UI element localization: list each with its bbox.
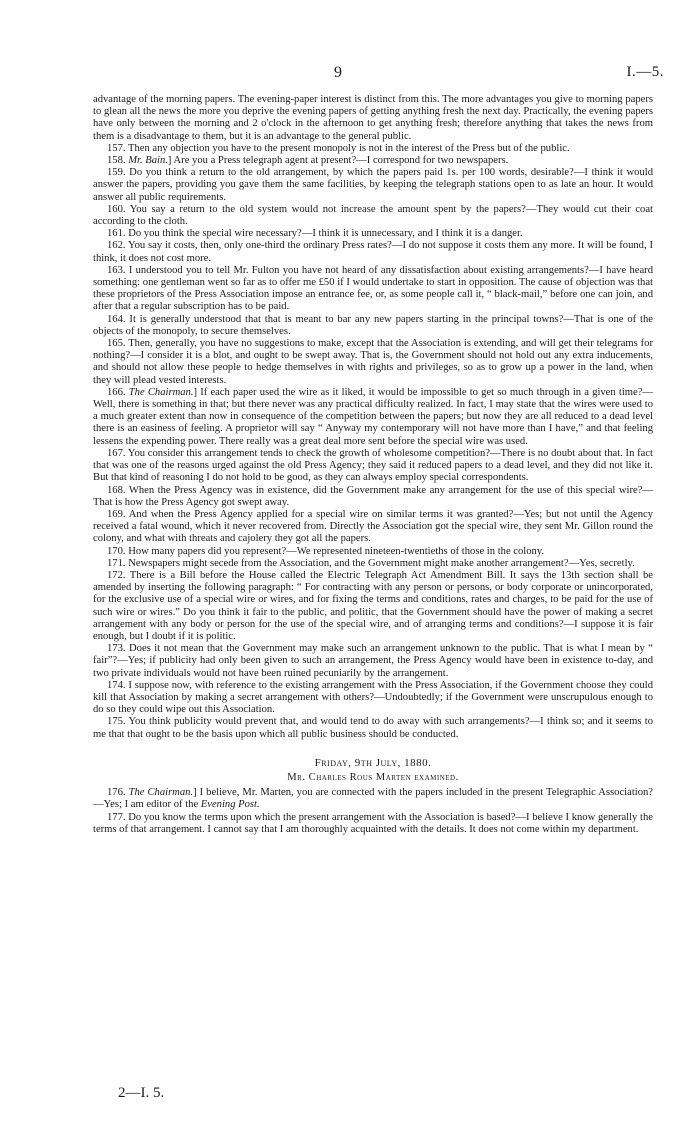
signature-mark: 2—I. 5. — [118, 1085, 165, 1101]
speaker-name: The Chairman. — [128, 386, 194, 398]
question-number: 176. — [107, 787, 129, 799]
paragraph-text: ] If each paper used the wire as it liked, it would be impossible to get so much through in a given time?—Well, there is something in that; but there never was any practical difficulty realized. In fact, I may state that the wires were used to a much greater extent than now in consequence of the competition between the papers; but now they are all reduced to a dead level there is an easiness of feeling. A proprietor will say “ Anyway my contemporary will not have more than I have,” and that feeling lessens the expending power. There really was a great deal more sent before the special wire was used. — [93, 386, 654, 447]
paragraph-text: ] Are you a Press telegraph agent at present?—I correspond for two newspapers. — [167, 155, 509, 167]
document-body — [93, 94, 653, 836]
paragraph-161: 161. Do you think the special wire necessary?—I think it is unnecessary, and I think it is a danger. — [107, 228, 523, 240]
paragraph-172: 172. There is a Bill before the House called the Electric Telegraph Act Amendment Bill. It says the 13th section shall be amended by inserting the following paragraph: “ For contracting with any person or persons, or body corporate or unincorporated, for the exclusive use of a special wire or wires, and for fixing the terms and conditions, rates and charges, to be paid for the use of such wire or wires.” Do you think it fair to the public, and politic, that the Government should have the power of making a secret arrangement with any body or person for the use of the special wire, and of arranging terms and conditions?—I suppose it is fair enough, but I doubt if it is politic. — [93, 569, 653, 642]
paragraph-174: 174. I suppose now, with reference to the existing arrangement with the Press Association, if the Government choose they could kill that Association by making a secret arrangement with others?—Undoubtedly; if the Government were unscrupulous enough to do so they could wipe out this Association. — [93, 679, 653, 716]
paragraph-166 — [93, 387, 653, 448]
speaker-name: Mr. Bain. — [128, 155, 168, 167]
paragraph-160: 160. You say a return to the old system would not increase the amount spent by the papers?—They would cut their coat according to the cloth. — [93, 203, 653, 228]
witness-heading: Mr. Charles Rous Marten examined. — [287, 771, 459, 783]
paragraph-173: 173. Does it not mean that the Government may make such an arrangement unknown to the public. That is what I mean by “ fair”?—Yes; if publicity had only been given to such an arrangement, the Press Agency would have been in existence to-day, and two private individuals would not have been ruined pecuniarily by the arrangement. — [93, 643, 653, 679]
paragraph-177: 177. Do you know the terms upon which the present arrangement with the Association is based?—I believe I know generally the terms of that arrangement. I cannot say that I am thoroughly acquainted with the details. It does not come within my department. — [93, 811, 653, 835]
paragraph-157: 157. Then any objection you have to the present monopoly is not in the interest of the Press but of the public. — [107, 142, 570, 154]
page-number: 9 — [334, 64, 342, 81]
paragraph-159: 159. Do you think a return to the old arrangement, by which the papers paid 1s. per 100 words, desirable?—I think it would answer the papers, providing you gave them the same facilities, by keeping the telegraph stations open to as late an hour. It would answer all public requirements. — [93, 167, 653, 203]
question-number: 166. — [107, 386, 129, 398]
session-date: Friday, 9th July, 1880. — [314, 756, 432, 769]
paragraph-164: 164. It is generally understood that that is meant to bar any new papers starting in the principal towns?—That is one of the objects of the monopoly, to secure themselves. — [93, 313, 653, 337]
paragraph-175: 175. You think publicity would prevent that, and would tend to do away with such arrangements?—I think so; and it seems to me that that ought to be the basis upon which all public business should be conducted. — [93, 716, 653, 740]
speaker-name: The Chairman. — [128, 787, 194, 799]
paragraph-171: 171. Newspapers might secede from the Association, and the Government might make another arrangement?—Yes, secretly. — [107, 557, 635, 569]
document-reference: I.—5. — [626, 64, 664, 80]
paragraph-text: ] I believe, Mr. Marten, you are connected with the papers included in the present Telegraphic Association?—Yes; I am editor of the — [93, 787, 654, 811]
question-number: 158. — [107, 155, 129, 167]
paragraph-170: 170. How many papers did you represent?—We represented nineteen-twentieths of those in the colony. — [107, 545, 545, 557]
paragraph-169: 169. And when the Press Agency applied for a special wire on similar terms it was granted?—Yes; but not until the Agency received a fatal wound, which it never recovered from. Directly the Association got the special wire, they sent Mr. Gillon round the colony, and what with threats and cajolery they got all the papers. — [93, 508, 653, 545]
newspaper-name: Evening Post. — [200, 799, 260, 811]
paragraph-168: 168. When the Press Agency was in existence, did the Government make any arrangement for the use of this special wire?—That is how the Press Agency got swept away. — [93, 484, 653, 508]
paragraph-165: 165. Then, generally, you have no suggestions to make, except that the Association is extending, and will get their telegrams for nothing?—I consider it is a blot, and ought to be swept away. That is, the Government should not hold out any extra inducements, and should not allow these people to hedge themselves in with rights and privileges, so as to grow up a power in the land, when they will plead vested interests. — [93, 338, 653, 386]
paragraph-162: 162. You say it costs, then, only one-third the ordinary Press rates?—I do not suppose it costs them any more. It will be found, I think, it does not cost more. — [93, 240, 653, 264]
paragraph-167: 167. You consider this arrangement tends to check the growth of wholesome competition?—There is no doubt about that. In fact that was one of the reasons urged against the old Press Agency; they said it reduced papers to a dead level, and they did not like it. But that kind of reasoning I do not hold to be good, as they can always employ special correspondents. — [93, 447, 653, 484]
paragraph-163: 163. I understood you to tell Mr. Fulton you have not heard of any dissatisfaction about existing arrangements?—I have heard something: one gentleman went so far as to offer me £50 if I would undertake to start in opposition. The cause of objection was that these proprietors of the Press Association impose an entrance fee, or, as some people call it, “ black-mail,” before one can join, and after that a regular subscription has to be paid. — [93, 264, 653, 313]
paragraph-176 — [93, 787, 653, 811]
paragraph-continuation: advantage of the morning papers. The evening-paper interest is distinct from this. The more advantages you give to morning papers to glean all the news the more you deprive the evening papers of getting anything fresh the next day. Practically, the evening papers have only between the morning and 2 o'clock in the afternoon to get anything fresh; therefore anything that takes the news from them is a disadvantage to them, but it is an advantage to the general public. — [93, 94, 653, 142]
paragraph-158 — [93, 155, 653, 167]
